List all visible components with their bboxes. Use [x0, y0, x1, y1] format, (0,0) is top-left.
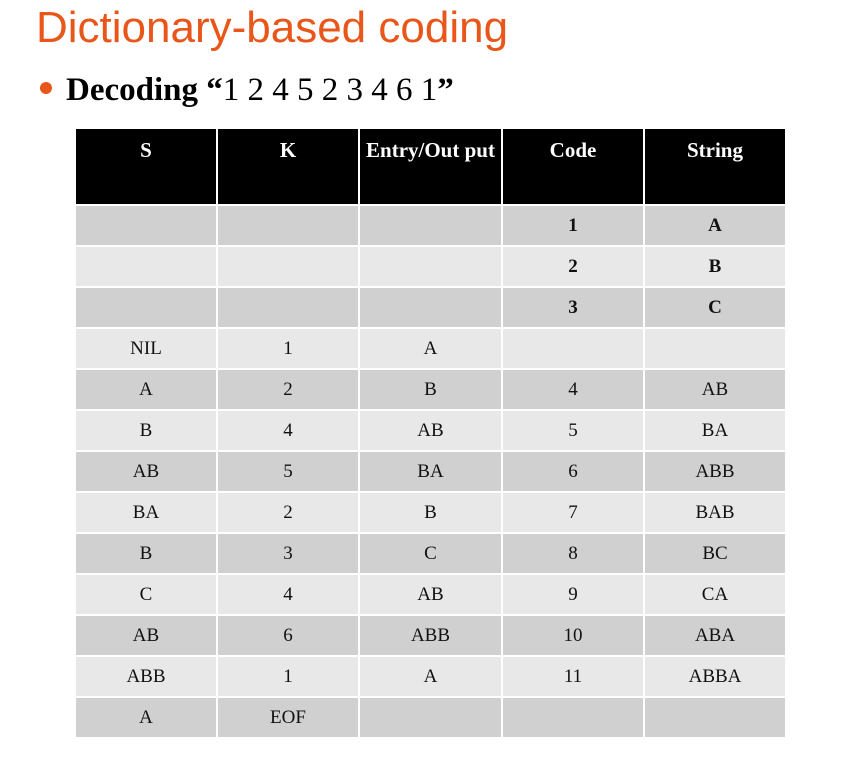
- cell-k: 1: [217, 656, 359, 697]
- cell-entry: [359, 697, 502, 738]
- table-row: [75, 369, 786, 410]
- cell-k: [217, 246, 359, 287]
- cell-string: ABB: [644, 451, 786, 492]
- cell-s: A: [75, 697, 217, 738]
- cell-code: 6: [502, 451, 644, 492]
- table-row: [75, 287, 786, 328]
- cell-code: 7: [502, 492, 644, 533]
- table-row: [75, 410, 786, 451]
- cell-code: 9: [502, 574, 644, 615]
- cell-k: 6: [217, 615, 359, 656]
- cell-s: ABB: [75, 656, 217, 697]
- cell-string: CA: [644, 574, 786, 615]
- cell-string: B: [644, 246, 786, 287]
- cell-code: 3: [502, 287, 644, 328]
- cell-entry: B: [359, 369, 502, 410]
- cell-k: 1: [217, 328, 359, 369]
- table-row: [75, 615, 786, 656]
- bullet-label: Decoding: [66, 72, 198, 108]
- close-quote: ”: [437, 72, 454, 108]
- cell-s: AB: [75, 615, 217, 656]
- cell-entry: AB: [359, 574, 502, 615]
- cell-k: EOF: [217, 697, 359, 738]
- table-row: [75, 697, 786, 738]
- cell-entry: A: [359, 656, 502, 697]
- code-sequence: 1 2 4 5 2 3 4 6 1: [222, 72, 438, 108]
- cell-entry: B: [359, 492, 502, 533]
- cell-string: ABA: [644, 615, 786, 656]
- cell-k: 5: [217, 451, 359, 492]
- bullet-dot-icon: [40, 82, 52, 94]
- cell-string: AB: [644, 369, 786, 410]
- table-row: [75, 246, 786, 287]
- cell-entry: BA: [359, 451, 502, 492]
- header-s: S: [75, 128, 217, 205]
- cell-string: BC: [644, 533, 786, 574]
- cell-k: 2: [217, 492, 359, 533]
- cell-entry: [359, 205, 502, 246]
- cell-k: 4: [217, 574, 359, 615]
- header-string: String: [644, 128, 786, 205]
- table-row: [75, 328, 786, 369]
- table-row: [75, 492, 786, 533]
- cell-string: [644, 328, 786, 369]
- cell-code: 8: [502, 533, 644, 574]
- cell-k: [217, 287, 359, 328]
- header-k: K: [217, 128, 359, 205]
- cell-string: ABBA: [644, 656, 786, 697]
- cell-string: BAB: [644, 492, 786, 533]
- cell-k: 2: [217, 369, 359, 410]
- cell-s: [75, 205, 217, 246]
- cell-code: 11: [502, 656, 644, 697]
- cell-s: A: [75, 369, 217, 410]
- cell-code: 1: [502, 205, 644, 246]
- cell-code: [502, 328, 644, 369]
- cell-k: 3: [217, 533, 359, 574]
- cell-s: C: [75, 574, 217, 615]
- cell-entry: [359, 246, 502, 287]
- slide-title: Dictionary-based coding: [36, 3, 509, 52]
- cell-entry: A: [359, 328, 502, 369]
- cell-entry: ABB: [359, 615, 502, 656]
- cell-s: BA: [75, 492, 217, 533]
- cell-k: 4: [217, 410, 359, 451]
- cell-s: NIL: [75, 328, 217, 369]
- table-row: [75, 451, 786, 492]
- table-row: [75, 656, 786, 697]
- cell-s: AB: [75, 451, 217, 492]
- cell-entry: [359, 287, 502, 328]
- cell-k: [217, 205, 359, 246]
- table-row: [75, 533, 786, 574]
- cell-string: BA: [644, 410, 786, 451]
- cell-code: [502, 697, 644, 738]
- cell-code: 5: [502, 410, 644, 451]
- cell-s: B: [75, 533, 217, 574]
- cell-s: [75, 287, 217, 328]
- table-row: [75, 205, 786, 246]
- header-entry-output: Entry/Out put: [359, 128, 502, 205]
- cell-string: [644, 697, 786, 738]
- bullet-point: [40, 70, 454, 110]
- cell-code: 10: [502, 615, 644, 656]
- cell-entry: C: [359, 533, 502, 574]
- cell-string: C: [644, 287, 786, 328]
- cell-entry: AB: [359, 410, 502, 451]
- cell-code: 4: [502, 369, 644, 410]
- table-header-row: [75, 128, 786, 205]
- cell-string: A: [644, 205, 786, 246]
- decoding-table: [74, 127, 787, 739]
- header-code: Code: [502, 128, 644, 205]
- cell-s: B: [75, 410, 217, 451]
- cell-code: 2: [502, 246, 644, 287]
- table-row: [75, 574, 786, 615]
- open-quote: “: [206, 72, 223, 108]
- cell-s: [75, 246, 217, 287]
